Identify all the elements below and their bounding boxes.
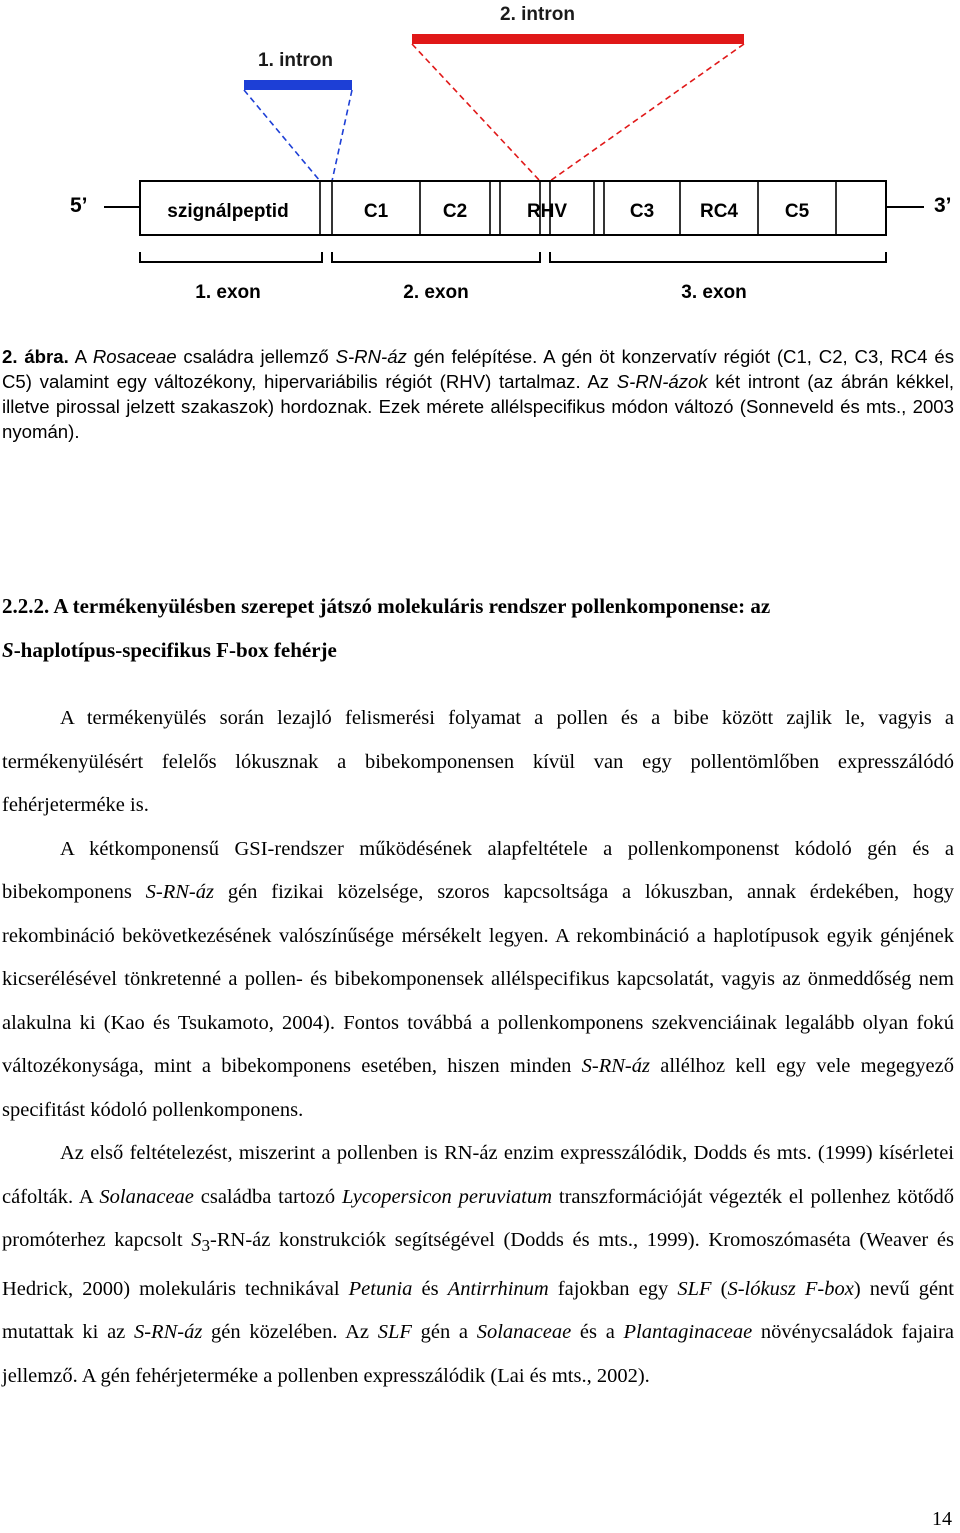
paragraph-text: ) nevű gént mutattak ki az bbox=[2, 1277, 954, 1344]
region-label-4: C3 bbox=[629, 201, 655, 222]
section-heading bbox=[2, 584, 954, 672]
gene-name: S-RN-áz bbox=[581, 1055, 650, 1077]
caption-family: Rosaceae bbox=[92, 346, 177, 367]
paragraph-2 bbox=[2, 828, 954, 1133]
exon2-label: 2. exon bbox=[403, 282, 469, 303]
subscript: 3 bbox=[201, 1236, 211, 1256]
intron2-dash-left bbox=[412, 44, 540, 181]
exon2-bracket bbox=[332, 252, 540, 262]
intron2-label: 2. intron bbox=[500, 4, 575, 25]
paragraph-text: -RN-áz konstrukciók segítségével (Dodds és mts., 1999). Kromoszómaséta (Weaver és Hedrick, 2000) molekuláris technikával bbox=[2, 1229, 954, 1300]
region-label-3: RHV bbox=[526, 201, 568, 222]
heading-text: -haplotípus-specifikus F-box fehérje bbox=[13, 638, 337, 662]
five-prime-label: 5’ bbox=[70, 194, 88, 217]
heading-italic-s: S bbox=[2, 638, 14, 662]
caption-gene: S-RN-áz bbox=[335, 346, 407, 367]
taxon-name: Plantaginaceae bbox=[623, 1321, 753, 1344]
paragraph-text: fajokban egy bbox=[548, 1277, 678, 1300]
gene-name: S bbox=[191, 1229, 202, 1251]
exon1-bracket bbox=[140, 252, 322, 262]
paragraph-text: gén a bbox=[411, 1321, 477, 1344]
region-label-6: C5 bbox=[784, 201, 810, 222]
caption-label: 2. ábra. bbox=[2, 346, 69, 367]
paragraph-text: és bbox=[412, 1277, 448, 1300]
taxon-name: Solanaceae bbox=[476, 1321, 572, 1344]
exon3-label: 3. exon bbox=[681, 282, 747, 303]
gene-structure-diagram bbox=[0, 0, 960, 320]
section-number: 2.2.2. bbox=[2, 594, 50, 618]
region-label-1: C1 bbox=[363, 201, 389, 222]
paragraph-text: transzformációját végezték el pollenhez kötődő promóterhez kapcsolt bbox=[2, 1185, 955, 1251]
caption-text: családra jellemző bbox=[176, 346, 336, 367]
exon3-bracket bbox=[550, 252, 886, 262]
paragraph-text: gén fizikai közelsége, szoros kapcsoltsága a lókuszban, annak érdekében, hogy rekombináció bekövetkezésének valószínűsége mérsékelt legyen. A rekombináció a haplotípusok egyik génjének kicserélésével tönkretenné a pollen- és bibekomponensek allélspecifikus kapcsolatát, vagyis az önmeddőség nem alakulna ki (Kao és Tsukamoto, 2004). Fontos továbbá a pollenkomponens szekvenciáinak legalább olyan fokú változékonysága, mint a bibekomponens esetében, hiszen minden bbox=[2, 881, 954, 1077]
caption-text: A bbox=[68, 346, 93, 367]
paragraph-1: A termékenyülés során lezajló felismerési folyamat a pollen és a bibe között zajlik le, vagyis a termékenyülésért felelős lókusznak a bibekomponensen kívül van egy pollentömlőben expresszálódó fehérjeterméke is. bbox=[2, 707, 954, 816]
gene-name: SLF bbox=[377, 1321, 412, 1344]
paragraph-text: Az első feltételezést, miszerint a pollenben is RN-áz enzim expresszálódik, Dodds és mts. (1999) kísérletei cáfolták. A bbox=[2, 1142, 954, 1208]
taxon-name: Petunia bbox=[348, 1277, 413, 1300]
intron2-bar bbox=[412, 34, 744, 44]
figure-caption bbox=[2, 344, 954, 444]
region-label-0: szignálpeptid bbox=[167, 201, 289, 222]
heading-text: A termékenyülésben szerepet játszó molekuláris rendszer pollenkomponense: az bbox=[49, 594, 771, 618]
paragraph-text: családba tartozó bbox=[193, 1185, 342, 1208]
caption-text: két intront (az ábrán kékkel, illetve pirossal jelzett szakaszok) hordoznak. Ezek mérete allélspecifikus módon változó (Sonneveld és mts., 2003 nyomán). bbox=[2, 371, 954, 442]
page-number: 14 bbox=[932, 1508, 952, 1530]
intron2-dash-right bbox=[550, 44, 744, 181]
intron1-dash-left bbox=[244, 90, 320, 181]
gene-name: S-RN-áz bbox=[145, 881, 214, 903]
taxon-name: Lycopersicon peruviatum bbox=[341, 1185, 553, 1208]
intron1-dash-right bbox=[332, 90, 352, 181]
gene-name: S-RN-áz bbox=[133, 1321, 203, 1344]
gene-name: S-lókusz F-box bbox=[727, 1277, 854, 1300]
three-prime-label: 3’ bbox=[934, 194, 952, 217]
exon1-label: 1. exon bbox=[195, 282, 261, 303]
body-text bbox=[2, 697, 954, 1398]
paragraph-text: allélhoz kell egy vele megegyező specifitást kódoló pollenkomponens. bbox=[2, 1055, 954, 1121]
caption-text: gén felépítése. A gén öt konzervatív régiót (C1, C2, C3, RC4 és C5) valamint egy változékony, hipervariábilis régiót (RHV) tartalmaz. Az bbox=[2, 346, 955, 392]
paragraph-text: gén közelében. Az bbox=[202, 1321, 378, 1344]
taxon-name: Solanaceae bbox=[99, 1185, 194, 1208]
paragraph-text: és a bbox=[571, 1321, 624, 1344]
gene-name: SLF bbox=[677, 1277, 712, 1300]
region-label-5: RC4 bbox=[699, 201, 739, 222]
caption-gene-plural: S-RN-ázok bbox=[616, 371, 708, 392]
intron1-label: 1. intron bbox=[258, 50, 333, 71]
intron1-bar bbox=[244, 80, 352, 90]
paragraph-text: A kétkomponensű GSI-rendszer működésének alapfeltétele a pollenkomponenst kódoló gén és a bibekomponens bbox=[2, 837, 954, 903]
paragraph-3 bbox=[2, 1132, 954, 1398]
taxon-name: Antirrhinum bbox=[447, 1277, 549, 1300]
paragraph-text: ( bbox=[711, 1277, 728, 1300]
region-label-2: C2 bbox=[442, 201, 468, 222]
paragraph-text: növénycsaládok fajaira jellemző. A gén fehérjeterméke a pollenben expresszálódik (Lai és mts., 2002). bbox=[2, 1321, 954, 1387]
